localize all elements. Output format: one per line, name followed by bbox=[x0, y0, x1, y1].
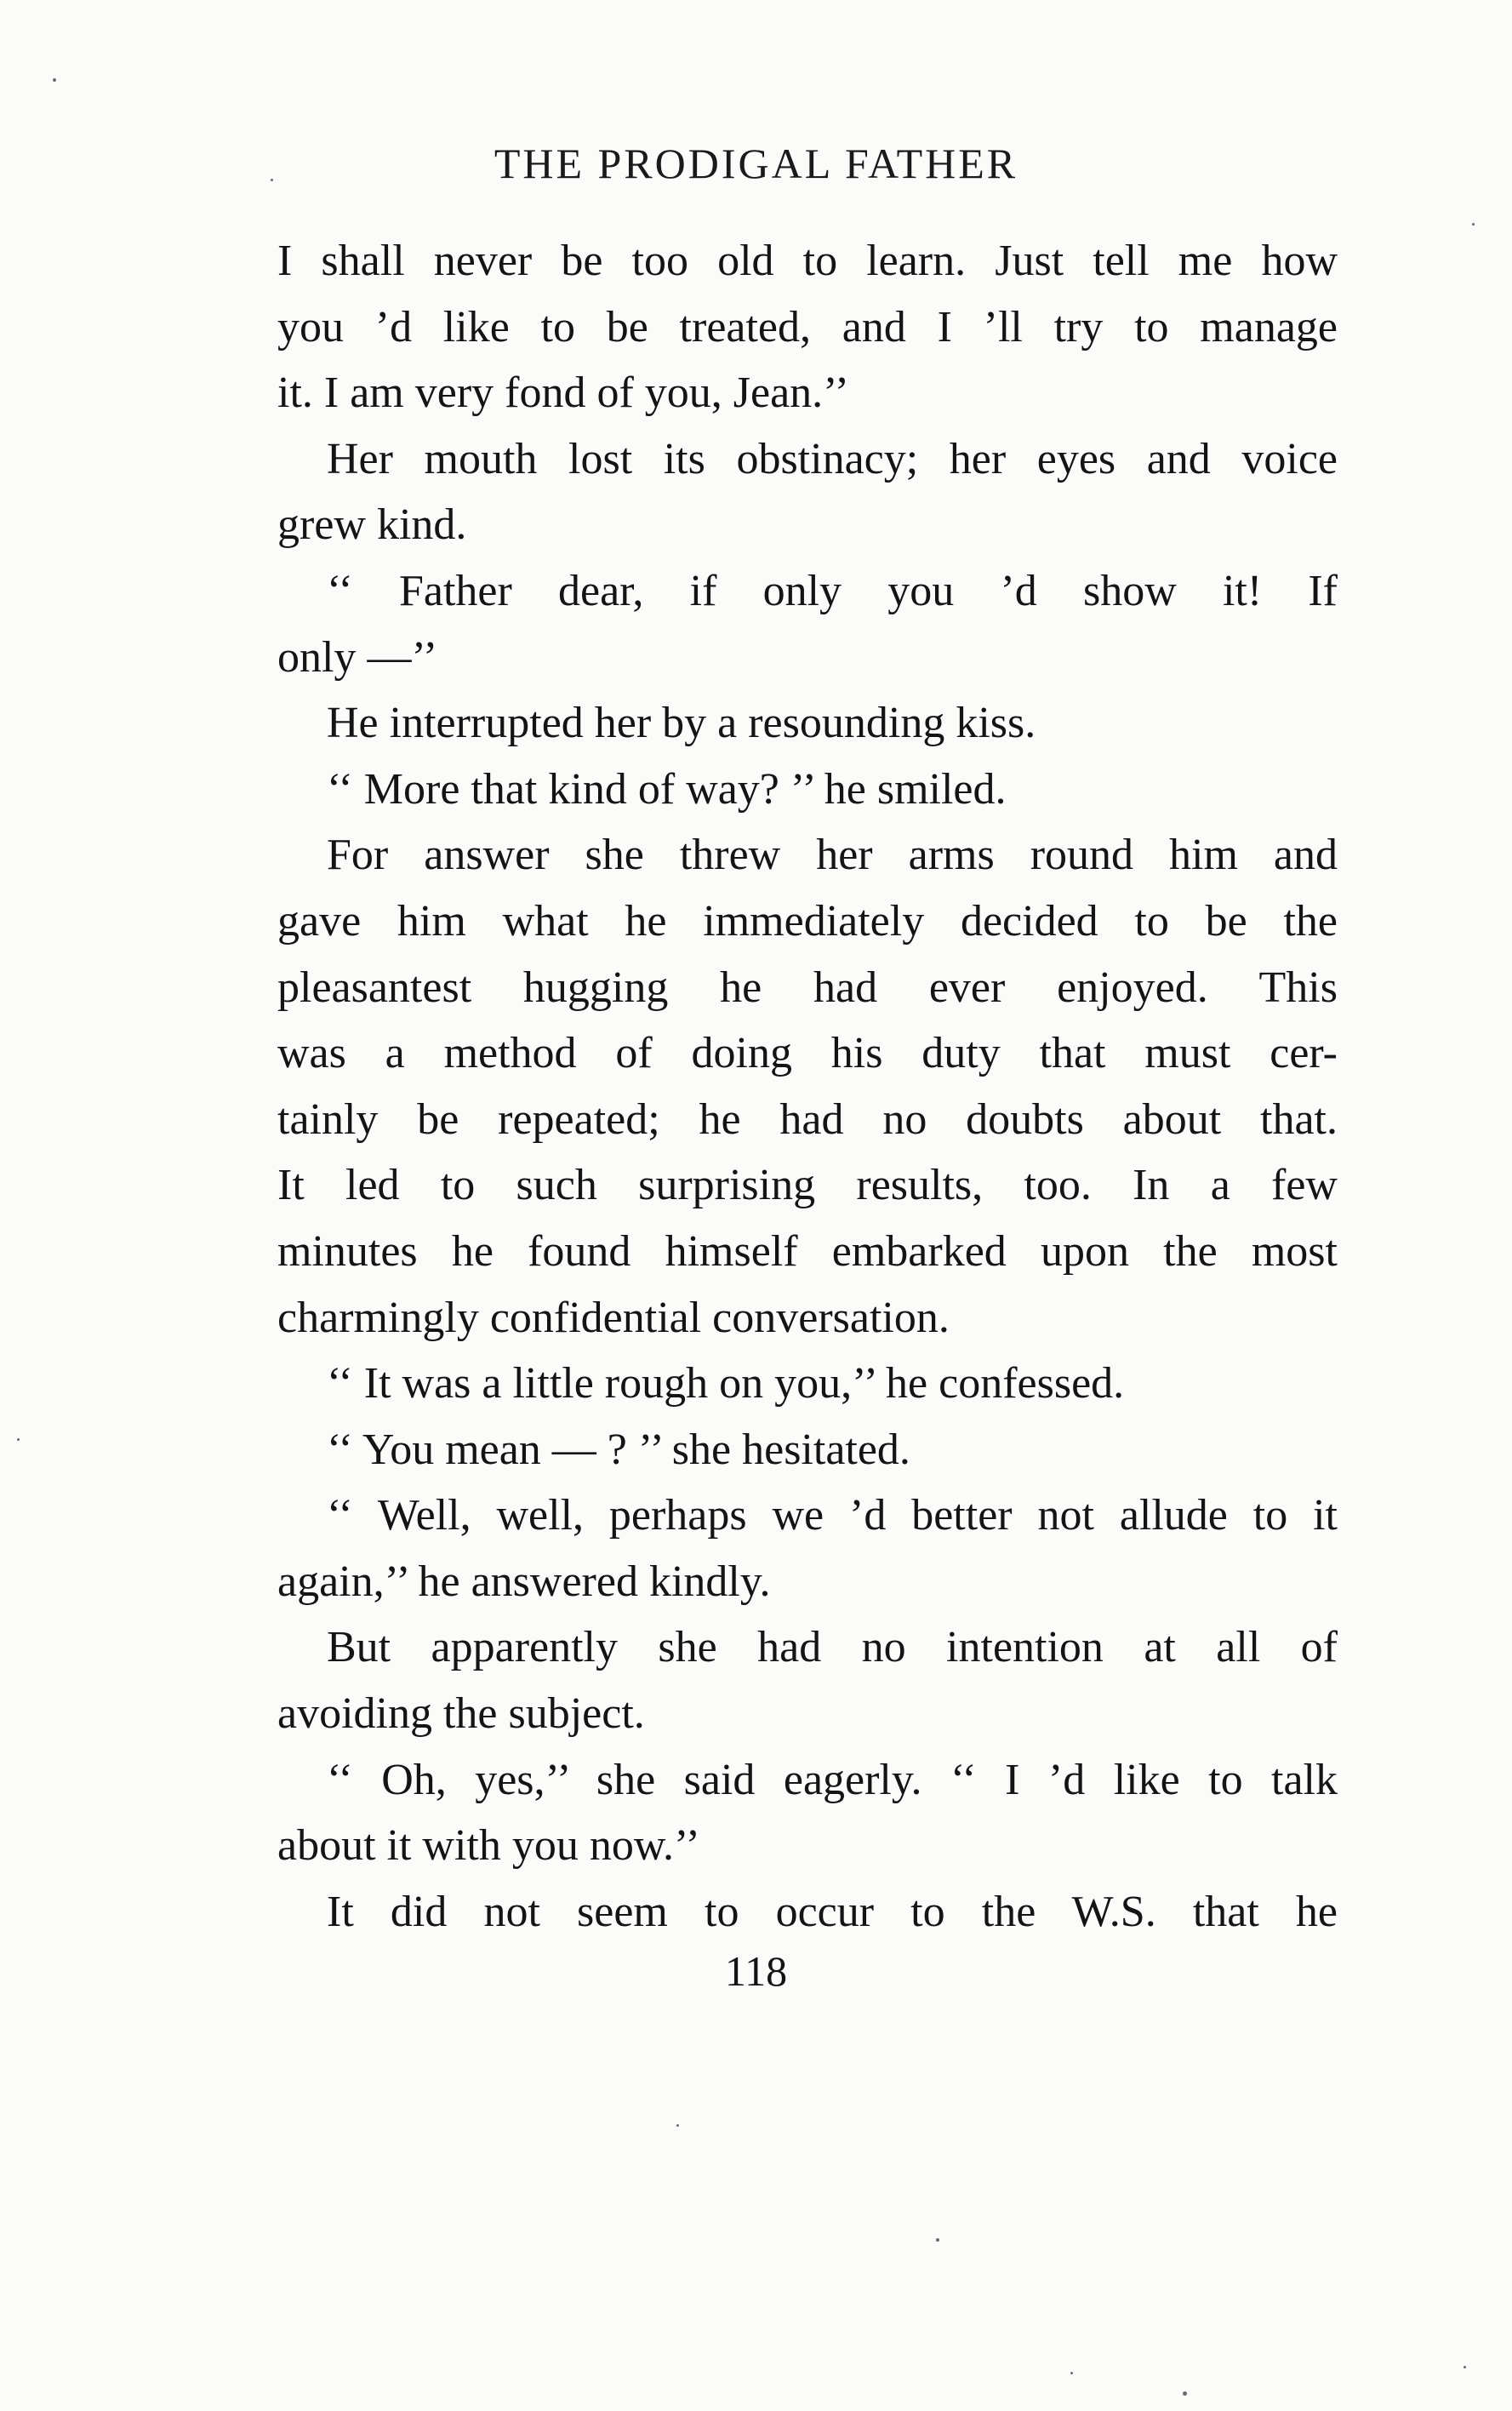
paper-speck bbox=[676, 2124, 679, 2127]
text-line: ‘‘ You mean — ? ’’ she hesitated. bbox=[327, 1425, 910, 1474]
text-line: For answer she threw her arms round him and bbox=[327, 831, 1338, 880]
text-line: avoiding the subject. bbox=[277, 1689, 645, 1739]
text-line: But apparently she had no intention at all of bbox=[327, 1623, 1338, 1672]
text-line: was a method of doing his duty that must cer- bbox=[277, 1029, 1338, 1078]
paper-speck bbox=[1464, 2366, 1466, 2368]
page-number: 118 bbox=[724, 1947, 788, 1995]
text-line: I shall never be too old to learn. Just tell me how bbox=[277, 237, 1338, 285]
body-text bbox=[277, 228, 1338, 1945]
paper-speck bbox=[936, 2238, 939, 2242]
paper-speck bbox=[271, 179, 273, 181]
paper-speck bbox=[1183, 2391, 1187, 2396]
paper-speck bbox=[53, 78, 56, 82]
text-line: grew kind. bbox=[277, 500, 467, 550]
text-line: gave him what he immediately decided to be the bbox=[277, 896, 1338, 946]
paper-speck bbox=[1070, 2372, 1073, 2374]
text-line: ‘‘ It was a little rough on you,’’ he confessed. bbox=[327, 1359, 1125, 1408]
text-line: you ’d like to be treated, and I ’ll try to manage bbox=[277, 302, 1338, 351]
text-line: tainly be repeated; he had no doubts about that. bbox=[277, 1094, 1338, 1144]
text-line: only —’’ bbox=[277, 632, 438, 682]
text-line: it. I am very fond of you, Jean.’’ bbox=[277, 369, 849, 418]
text-line: It did not seem to occur to the W.S. that he bbox=[327, 1887, 1338, 1936]
text-line: minutes he found himself embarked upon the most bbox=[277, 1226, 1338, 1276]
running-header: THE PRODIGAL FATHER bbox=[494, 140, 1018, 187]
paper-speck bbox=[17, 1438, 20, 1441]
text-line: ‘‘ More that kind of way? ’’ he smiled. bbox=[327, 764, 1007, 814]
text-line: It led to such surprising results, too. In a few bbox=[277, 1161, 1338, 1210]
text-line: ‘‘ Oh, yes,’’ she said eagerly. ‘‘ I ’d like to talk bbox=[327, 1755, 1338, 1804]
text-line: charmingly confidential conversation. bbox=[277, 1293, 950, 1342]
text-line: again,’’ he answered kindly. bbox=[277, 1557, 771, 1606]
paper-speck bbox=[1472, 223, 1475, 226]
text-line: ‘‘ Father dear, if only you ’d show it! If bbox=[327, 566, 1338, 615]
text-line: pleasantest hugging he had ever enjoyed. This bbox=[277, 963, 1338, 1012]
text-line: He interrupted her by a resounding kiss. bbox=[327, 699, 1036, 748]
text-line: about it with you now.’’ bbox=[277, 1821, 700, 1871]
text-line: Her mouth lost its obstinacy; her eyes and voice bbox=[327, 434, 1338, 483]
text-line: ‘‘ Well, well, perhaps we ’d better not allude to it bbox=[327, 1491, 1338, 1540]
